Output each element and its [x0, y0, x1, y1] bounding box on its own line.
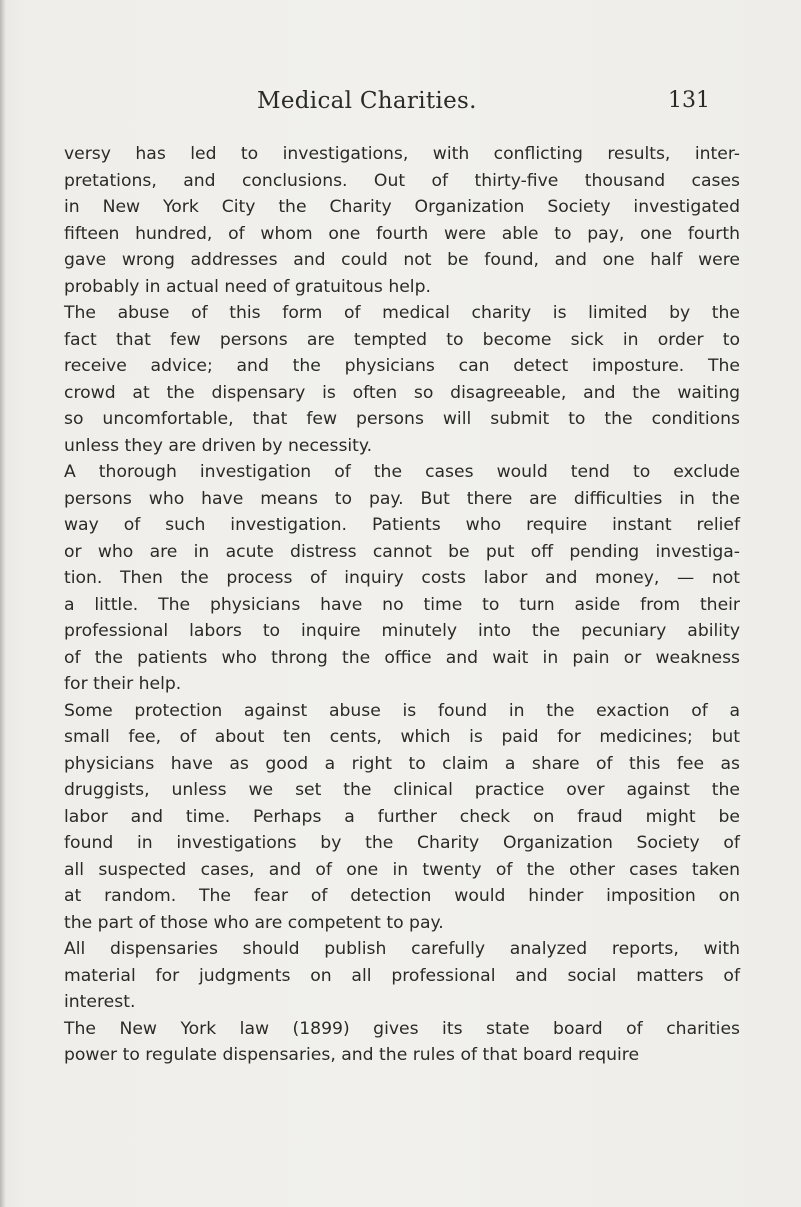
text-line: a little. The physicians have no time to turn aside from their [64, 594, 740, 615]
text-line: persons who have means to pay. But there are difficulties in the [64, 488, 740, 509]
text-line: of the patients who throng the office and wait in pain or weakness [64, 647, 740, 668]
paragraph [64, 936, 740, 1016]
text-line: at random. The fear of detection would hinder imposition on [64, 886, 740, 906]
text-line: interest. [64, 992, 136, 1012]
body-text [64, 141, 740, 1069]
text-line: in New York City the Charity Organization Society investigated [64, 197, 740, 217]
paragraph [64, 1016, 740, 1069]
text-line: way of such investigation. Patients who require instant relief [64, 515, 740, 535]
paragraph [64, 300, 740, 459]
running-head [0, 88, 801, 124]
text-line: versy has led to investigations, with conflicting results, inter- [64, 144, 740, 164]
text-line: small fee, of about ten cents, which is paid for medicines; but [64, 727, 740, 747]
text-line: fifteen hundred, of whom one fourth were able to pay, one fourth [64, 223, 740, 244]
page-number: 131 [668, 88, 710, 113]
text-line: physicians have as good a right to claim a share of this fee as [64, 753, 740, 774]
text-line: material for judgments on all professional and social matters of [64, 965, 740, 986]
text-line: gave wrong addresses and could not be found, and one half were [64, 250, 740, 270]
paragraph [64, 459, 740, 698]
text-line: power to regulate dispensaries, and the rules of that board require [64, 1045, 640, 1065]
text-line: fact that few persons are tempted to become sick in order to [64, 329, 740, 350]
running-head-title: Medical Charities. [257, 88, 477, 114]
text-line: The New York law (1899) gives its state board of charities [64, 1018, 740, 1039]
text-line: All dispensaries should publish carefully analyzed reports, with [64, 939, 740, 959]
text-line: labor and time. Perhaps a further check on fraud might be [64, 806, 740, 827]
text-line: all suspected cases, and of one in twenty of the other cases taken [64, 859, 740, 880]
text-line: for their help. [64, 674, 182, 694]
text-line: A thorough investigation of the cases would tend to exclude [64, 462, 740, 482]
binding-edge [0, 0, 6, 1207]
text-line: druggists, unless we set the clinical practice over against the [64, 780, 740, 800]
text-line: Some protection against abuse is found in the exaction of a [64, 700, 740, 721]
text-line: the part of those who are competent to pay. [64, 912, 444, 933]
text-line: professional labors to inquire minutely into the pecuniary ability [64, 621, 740, 641]
text-line: tion. Then the process of inquiry costs labor and money, — not [64, 568, 740, 588]
text-line: found in investigations by the Charity Organization Society of [64, 833, 740, 853]
paragraph [64, 698, 740, 937]
text-line: so uncomfortable, that few persons will submit to the conditions [64, 409, 740, 429]
text-line: or who are in acute distress cannot be put off pending investiga- [64, 541, 740, 562]
text-line: crowd at the dispensary is often so disagreeable, and the waiting [64, 382, 740, 403]
text-line: The abuse of this form of medical charity is limited by the [64, 303, 740, 323]
text-line: probably in actual need of gratuitous help. [64, 276, 431, 297]
text-line: receive advice; and the physicians can detect imposture. The [64, 356, 740, 376]
text-line: unless they are driven by necessity. [64, 435, 373, 456]
paragraph [64, 141, 740, 300]
text-line: pretations, and conclusions. Out of thirty-five thousand cases [64, 170, 740, 191]
